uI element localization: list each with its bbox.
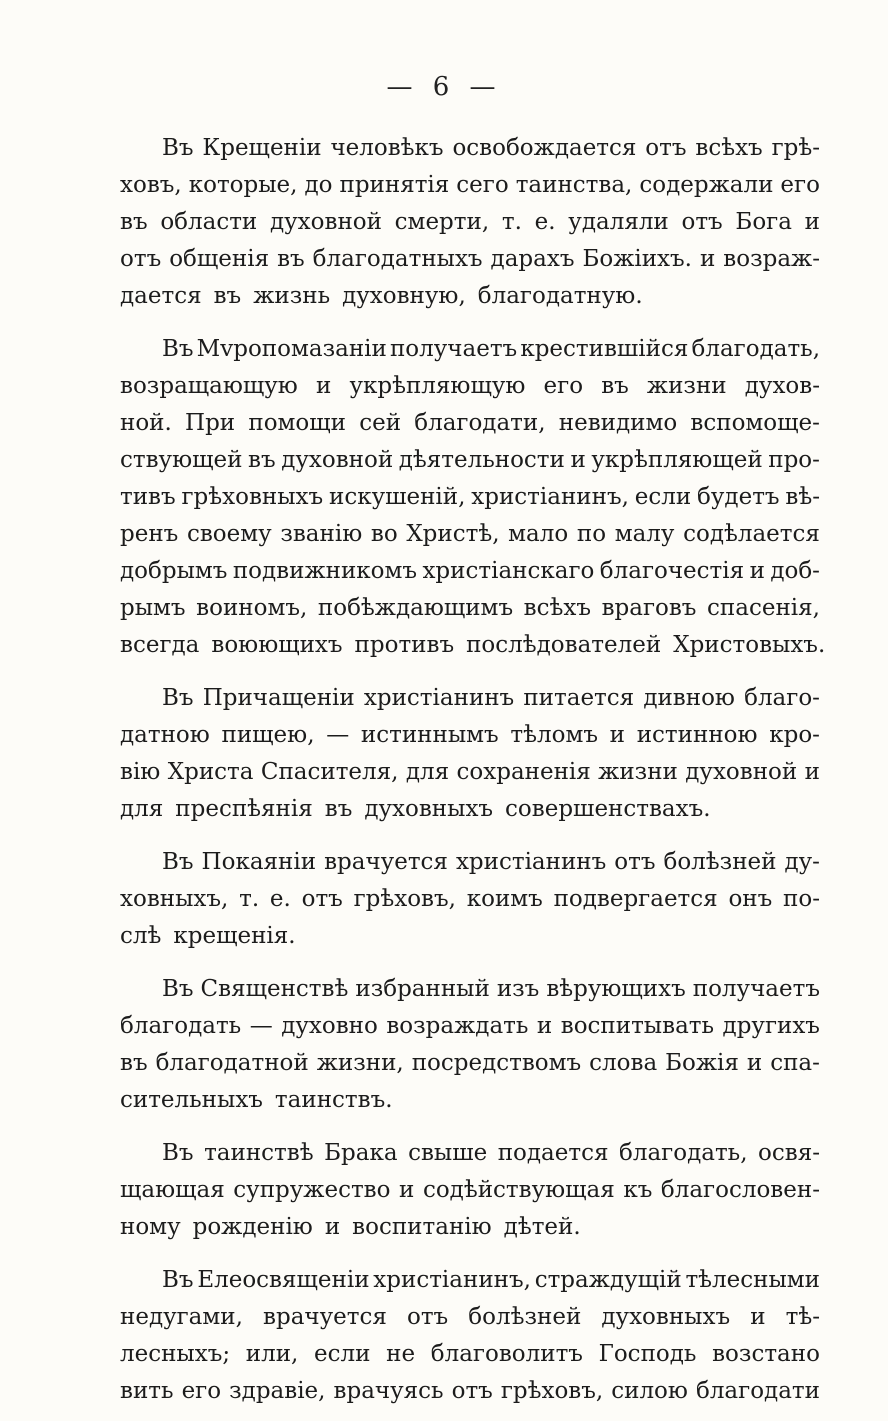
paragraph-repentance	[120, 844, 820, 955]
text-line: ховъ, которые, до принятія сего таинства, содержали его	[120, 172, 820, 198]
text-line: Въ Покаяніи врачуется христіанинъ отъ болѣзней ду-	[162, 849, 820, 875]
text-line: въ благодатной жизни, посредствомъ слова Божія и спа-	[120, 1050, 820, 1076]
text-line: отъ общенія въ благодатныхъ дарахъ Божіихъ. и возраж-	[120, 246, 820, 272]
text-line: Въ Причащеніи христіанинъ питается дивною благо-	[162, 685, 820, 711]
text-line: вію Христа Спасителя, для сохраненія жизни духовной и	[120, 759, 820, 785]
text-line: ной. При помощи сей благодати, невидимо вспомоще-	[120, 410, 820, 436]
text-line: рымъ воиномъ, побѣждающимъ всѣхъ враговъ спасенія,	[120, 595, 820, 621]
text-line: ренъ своему званію во Христѣ, мало по малу содѣлается	[120, 521, 820, 547]
text-line: въ области духовной смерти, т. е. удаляли отъ Бога и	[120, 209, 820, 235]
text-line: добрымъ подвижникомъ христіанскаго благочестія и доб-	[120, 558, 820, 584]
text-line: лесныхъ; или, если не благоволитъ Господь возстано	[120, 1341, 820, 1367]
text-line: благодать — духовно возраждать и воспитывать другихъ	[120, 1013, 820, 1039]
paragraph-chrismation	[120, 331, 826, 664]
text-line: щающая супружество и содѣйствующая къ благословен-	[120, 1177, 820, 1203]
text-line: дается въ жизнь духовную, благодатную.	[120, 283, 643, 309]
page-number: — 6 —	[386, 72, 502, 102]
text-line: тивъ грѣховныхъ искушеній, христіанинъ, если будетъ вѣ-	[120, 484, 820, 510]
text-line: для преспѣянія въ духовныхъ совершенствахъ.	[120, 796, 711, 822]
text-line: Въ Мvропомазаніи получаетъ крестившійся благодать,	[162, 336, 820, 362]
text-line: Въ таинствѣ Брака свыше подается благодать, освя-	[162, 1140, 820, 1166]
paragraph-communion	[120, 680, 820, 828]
text-line: вить его здравіе, врачуясь отъ грѣховъ, силою благодати	[120, 1378, 820, 1404]
body-text	[120, 130, 826, 1426]
text-line: слѣ крещенія.	[120, 923, 296, 949]
text-line: сительныхъ таинствъ.	[120, 1087, 393, 1113]
text-line: возращающую и укрѣпляющую его въ жизни духов-	[120, 373, 820, 399]
paragraph-unction	[120, 1262, 820, 1410]
text-line: ствующей въ духовной дѣятельности и укрѣпляющей про-	[120, 447, 820, 473]
text-line: ному рожденію и воспитанію дѣтей.	[120, 1214, 581, 1240]
text-line: датною пищею, — истиннымъ тѣломъ и истинною кро-	[120, 722, 820, 748]
text-line: недугами, врачуется отъ болѣзней духовныхъ и тѣ-	[120, 1304, 820, 1330]
text-line: Въ Елеосвященіи христіанинъ, страждущій тѣлесными	[162, 1267, 820, 1293]
paragraph-baptism	[120, 130, 820, 315]
text-line: Въ Священствѣ избранный изъ вѣрующихъ получаетъ	[162, 976, 820, 1002]
paragraph-priesthood	[120, 971, 820, 1119]
paragraph-marriage	[120, 1135, 820, 1246]
text-line: ховныхъ, т. е. отъ грѣховъ, коимъ подвергается онъ по-	[120, 886, 820, 912]
text-line: всегда воюющихъ противъ послѣдователей Христовыхъ.	[120, 632, 826, 658]
text-line: Въ Крещеніи человѣкъ освобождается отъ всѣхъ грѣ-	[162, 135, 820, 161]
